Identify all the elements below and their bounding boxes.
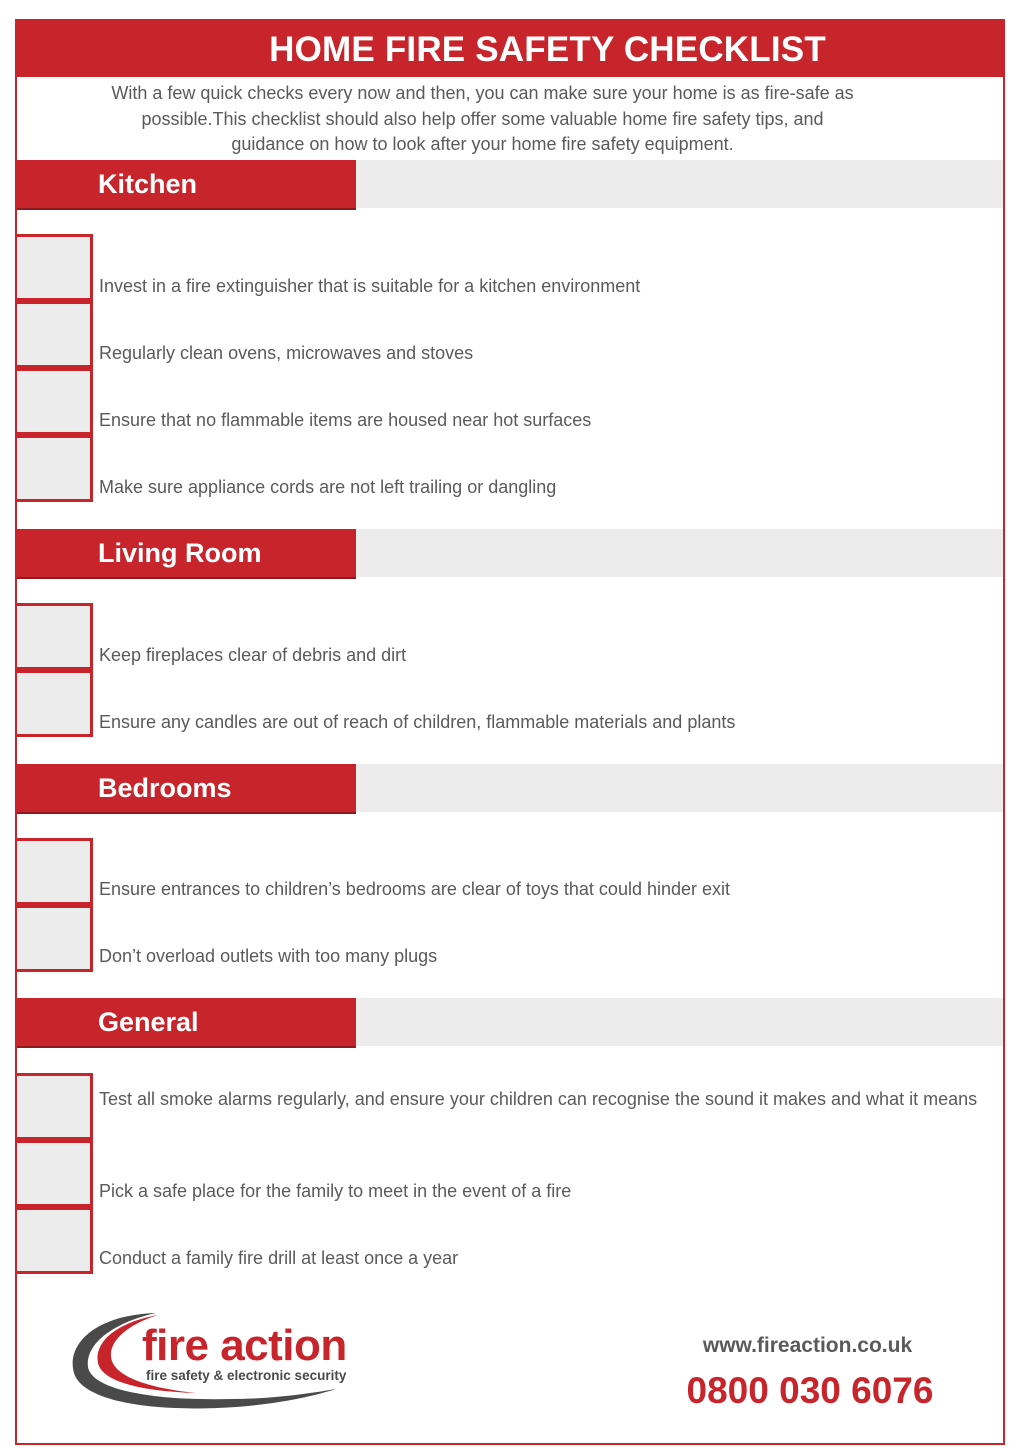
checklist-item: Pick a safe place for the family to meet in the event of a fire bbox=[99, 1181, 572, 1201]
checklist-item: Ensure that no flammable items are housed near hot surfaces bbox=[99, 410, 592, 430]
checkbox[interactable] bbox=[17, 1073, 93, 1140]
checkbox[interactable] bbox=[17, 603, 93, 670]
intro-line: possible.This checklist should also help offer some valuable home fire safety tips, and bbox=[141, 108, 824, 129]
website-link[interactable]: www.fireaction.co.uk bbox=[702, 1334, 913, 1357]
intro-line: With a few quick checks every now and then, you can make sure your home is as fire-safe as bbox=[111, 83, 854, 103]
checklist-item: Test all smoke alarms regularly, and ensure your children can recognise the sound it makes and what it means bbox=[99, 1089, 978, 1109]
checklist-item: Ensure any candles are out of reach of children, flammable materials and plants bbox=[99, 712, 736, 732]
section-title-general: General bbox=[98, 1007, 199, 1037]
checkbox[interactable] bbox=[17, 435, 93, 502]
checklist-item: Invest in a fire extinguisher that is suitable for a kitchen environment bbox=[99, 276, 641, 296]
checkbox[interactable] bbox=[17, 838, 93, 905]
checklist-item: Don’t overload outlets with too many plugs bbox=[99, 946, 438, 966]
phone-number[interactable]: 0800 030 6076 bbox=[686, 1370, 934, 1411]
logo-tagline: fire safety & electronic security bbox=[146, 1368, 347, 1383]
checklist-item: Make sure appliance cords are not left trailing or dangling bbox=[99, 477, 557, 497]
intro-line: guidance on how to look after your home fire safety equipment. bbox=[231, 134, 734, 154]
logo-wordmark: fire action bbox=[142, 1321, 347, 1370]
checklist-item: Ensure entrances to children’s bedrooms are clear of toys that could hinder exit bbox=[99, 879, 731, 899]
checkbox[interactable] bbox=[17, 670, 93, 737]
section-title-bedrooms: Bedrooms bbox=[98, 773, 232, 803]
section-title-living-room: Living Room bbox=[98, 538, 262, 568]
page-title: HOME FIRE SAFETY CHECKLIST bbox=[269, 30, 826, 69]
checklist-item: Conduct a family fire drill at least once a year bbox=[99, 1248, 459, 1268]
checkbox[interactable] bbox=[17, 1207, 93, 1274]
section-title-kitchen: Kitchen bbox=[98, 169, 198, 199]
checkbox[interactable] bbox=[17, 301, 93, 368]
checklist-item: Keep fireplaces clear of debris and dirt bbox=[99, 645, 407, 665]
intro-paragraph bbox=[60, 81, 905, 158]
checkbox[interactable] bbox=[17, 905, 93, 972]
checkbox[interactable] bbox=[17, 1140, 93, 1207]
checklist-item: Regularly clean ovens, microwaves and stoves bbox=[99, 343, 474, 363]
checkbox[interactable] bbox=[17, 368, 93, 435]
checkbox[interactable] bbox=[17, 234, 93, 301]
